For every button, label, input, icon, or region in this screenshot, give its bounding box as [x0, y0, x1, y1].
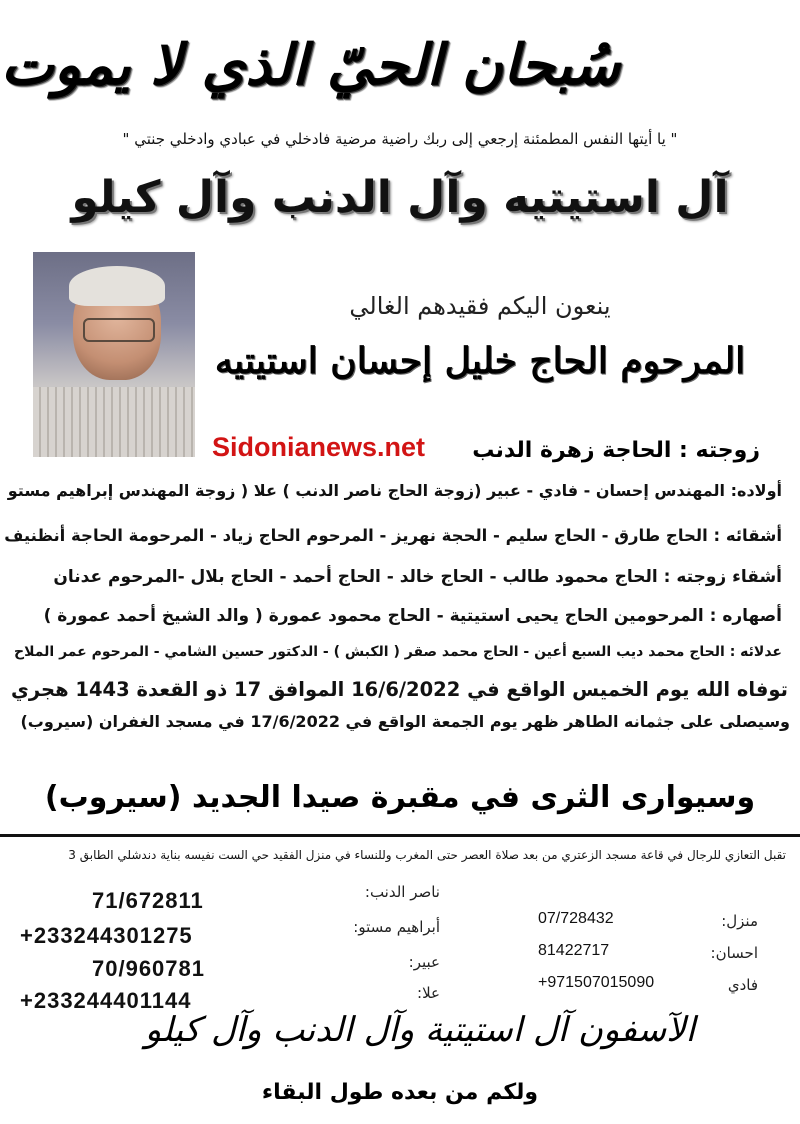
mourners-line: الآسفون آل استيتية وآل الدنب وآل كيلو — [144, 1010, 696, 1050]
closing-line: ولكم من بعده طول البقاء — [261, 1080, 539, 1105]
families-title: آل استيتيه وآل الدنب وآل كيلو — [71, 172, 729, 223]
contact-phone-home: 07/728432 — [538, 910, 614, 927]
contact-label-ibrahim: أبراهيم مستو: — [353, 918, 440, 936]
contact-label-fadi: فادي — [727, 976, 758, 994]
contact-label-home: منزل: — [721, 912, 758, 930]
deceased-name: المرحوم الحاج خليل إحسان استيتيه — [214, 340, 746, 382]
deceased-photo — [33, 252, 195, 457]
prayer-line: وسيصلى على جثمانه الطاهر ظهر يوم الجمعة الواقع في 17/6/2022 في مسجد الغفران (سيروب) — [20, 712, 790, 731]
siblings-line: أشقائه : الحاج طارق - الحاج سليم - الحجة نهريز - المرحوم الحاج زياد - المرحومة الحاجة أنظنيف — [4, 526, 782, 545]
header-calligraphy: سُبحان الحيّ الذي لا يموت — [1, 32, 620, 98]
contact-label-ola: علا: — [417, 984, 440, 1002]
divider — [0, 834, 800, 837]
quran-verse: " يا أيتها النفس المطمئنة إرجعي إلى ربك راضية مرضية فادخلي في عبادي وادخلي جنتي " — [122, 130, 678, 148]
contact-label-nasser: ناصر الدنب: — [364, 883, 440, 901]
death-date-line: توفاه الله يوم الخميس الواقع في 16/6/2022 الموافق 17 ذو القعدة 1443 هجري — [11, 678, 788, 701]
condolences-line: تقبل التعازي للرجال في قاعة مسجد الزعتري من بعد صلاة العصر حتى المغرب وللنساء في منزل الفقيد حي الست نفيسه بناية دندشلي الطابق 3 — [68, 848, 786, 862]
brothers-in-law-line: عدلائه : الحاج محمد ديب السبع أعين - الحاج محمد صقر ( الكبش ) - الدكتور حسين الشامي - المرحوم عمر الملاح — [14, 644, 782, 660]
contact-phone-abeer: 70/960781 — [92, 956, 205, 981]
wife-line: زوجته : الحاجة زهرة الدنب — [472, 438, 760, 463]
burial-line: وسيوارى الثرى في مقبرة صيدا الجديد (سيروب) — [44, 780, 756, 815]
wife-siblings-line: أشقاء زوجته : الحاج محمود طالب - الحاج خالد - الحاج أحمد - الحاج بلال -المرحوم عدنان — [53, 567, 782, 587]
contact-label-abeer: عبير: — [408, 953, 440, 971]
children-line: أولاده: المهندس إحسان - فادي - عبير (زوجة الحاج ناصر الدنب ) علا ( زوجة المهندس إبراهيم مستو — [7, 481, 782, 500]
sons-in-law-line: أصهاره : المرحومين الحاج يحيى استيتية - الحاج محمود عمورة ( والد الشيخ أحمد عمورة ) — [43, 606, 782, 626]
contact-phone-ola: +233244401144 — [20, 988, 192, 1013]
contact-phone-ihsan: 81422717 — [538, 942, 610, 959]
contact-phone-nasser: 71/672811 — [92, 888, 204, 913]
mourn-text: ينعون اليكم فقيدهم الغالي — [349, 292, 611, 320]
contact-phone-fadi: +971507015090 — [538, 974, 655, 991]
contact-phone-ibrahim: +233244301275 — [20, 923, 193, 948]
contact-label-ihsan: احسان: — [710, 944, 758, 962]
watermark: Sidonianews.net — [212, 432, 426, 462]
